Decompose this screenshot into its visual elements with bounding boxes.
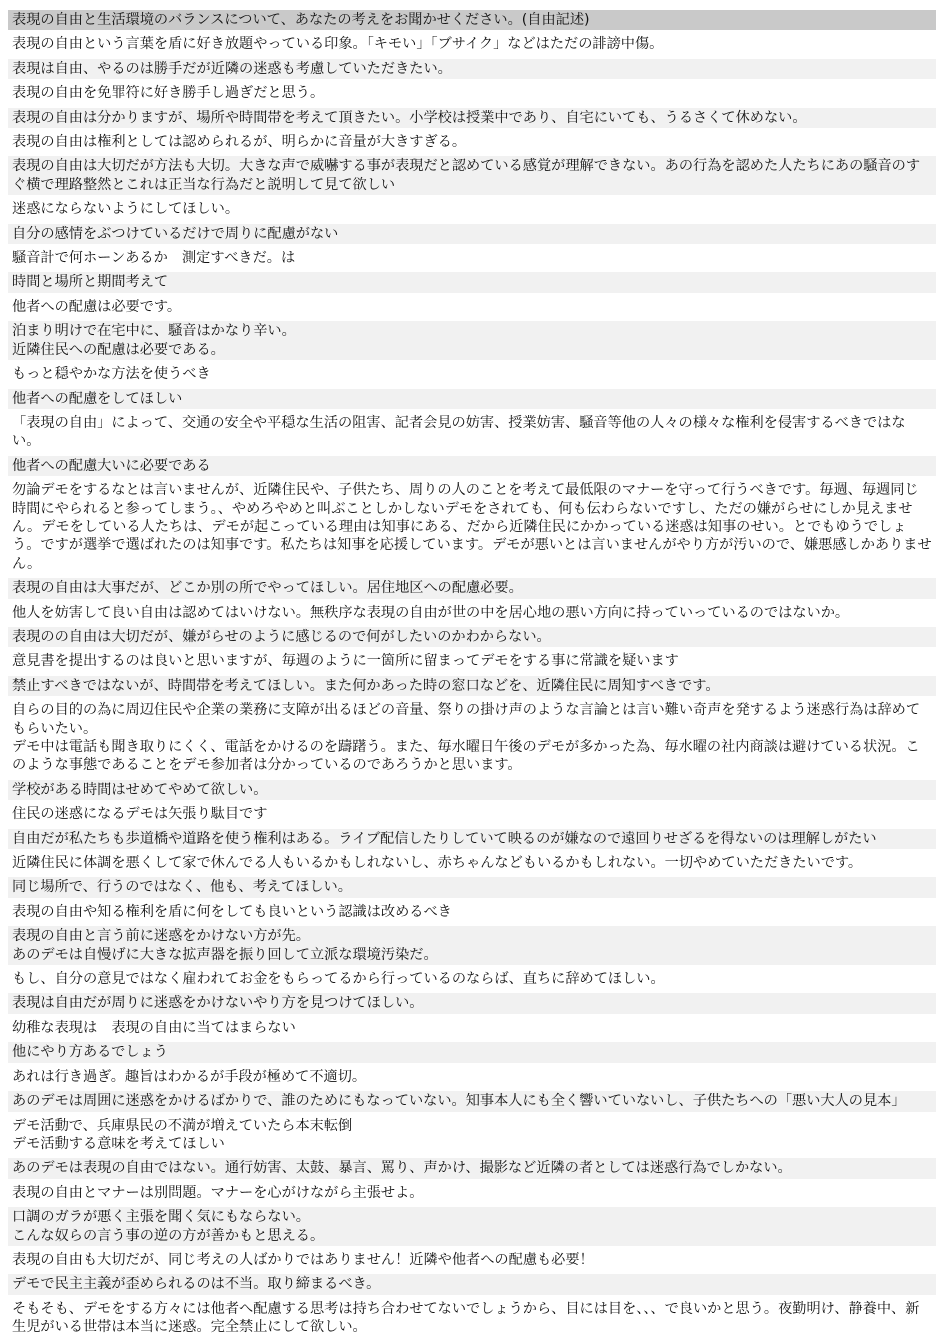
response-text: 勿論デモをするなとは言いませんが、近隣住民や、子供たち、周りの人のことを考えて最低限のマナーを守って行うべきです。毎週、毎週同じ時間にやられると参ってしまう。、やめろやめと叫ぶことしかしないデモをされても、何も伝わらないですし、ただの嫌がらせにしか見えません。デモをしている人たちは、デモが起こっている理由は知事にある、だから近隣住民にかかっている迷惑は知事のせい。とでもゆうでしょう。ですが選挙で選ばれたのは知事です。私たちは知事を応援しています。デモが悪いとは言いませんがやり方が汚いので、嫌悪感しかありません。 bbox=[12, 482, 932, 572]
response-row bbox=[8, 877, 936, 897]
response-text: 表現のの自由は大切だが、嫌がらせのように感じるので何がしたいのかわからない。 bbox=[12, 628, 551, 645]
response-row bbox=[8, 272, 936, 292]
response-text: 自分の感情をぶつけているだけで周りに配慮がない bbox=[12, 225, 339, 242]
response-row bbox=[8, 804, 936, 824]
response-text: 他者への配慮は必要です。 bbox=[12, 298, 182, 315]
response-row bbox=[8, 199, 936, 219]
response-text: 泊まり明けで在宅中に、騒音はかなり辛い。 bbox=[12, 323, 296, 340]
response-text: 表現の自由と言う前に迷惑をかけない方が先。 bbox=[12, 928, 310, 945]
response-row bbox=[8, 1299, 936, 1338]
response-text: もし、自分の意見ではなく雇われてお金をもらってるから行っているのならば、直ちに辞めてほしい。 bbox=[12, 971, 665, 988]
response-row bbox=[8, 413, 936, 452]
response-text: 学校がある時間はせめてやめて欲しい。 bbox=[12, 781, 268, 798]
response-text: 迷惑にならないようにしてほしい。 bbox=[12, 201, 240, 218]
response-text: デモ活動で、兵庫県民の不満が増えていたら本末転倒 bbox=[12, 1117, 353, 1134]
response-text: デモ中は電話も聞き取りにくく、電話をかけるのを躊躇う。また、毎水曜日午後のデモが多かった為、毎水曜の社内商談は避けている状況。このような事態であることをデモ参加者は分かっているのであろうかと思います。 bbox=[12, 739, 920, 774]
response-row bbox=[8, 1183, 936, 1203]
response-text: 表現の自由を免罪符に好き勝手し過ぎだと思う。 bbox=[12, 85, 325, 102]
response-text: 表現は自由、やるのは勝手だが近隣の迷惑も考慮していただきたい。 bbox=[12, 60, 452, 77]
response-text: 意見書を提出するのは良いと思いますが、毎週のように一箇所に留まってデモをする事に常識を疑います bbox=[12, 653, 679, 670]
response-text: 住民の迷惑になるデモは矢張り駄目です bbox=[12, 806, 268, 823]
response-text: そもそも、デモをする方々には他者へ配慮する思考は持ち合わせてないでしょうから、目には目を、、、で良いかと思う。夜勤明け、静養中、新生児がいる世帯は本当に迷惑。完全禁止にして欲しい。 bbox=[12, 1300, 920, 1336]
response-text: 表現の自由も大切だが、同じ考えの人ばかりではありません！近隣や他者への配慮も必要！ bbox=[12, 1251, 594, 1268]
response-row bbox=[8, 700, 936, 776]
response-row bbox=[8, 780, 936, 800]
response-row bbox=[8, 321, 936, 360]
response-row bbox=[8, 83, 936, 103]
response-row bbox=[8, 456, 936, 476]
response-text: 自らの目的の為に周辺住民や企業の業務に支障が出るほどの音量、祭りの掛け声のような言論とは言い難い奇声を発するよう迷惑行為は辞めてもらいたい。 bbox=[12, 702, 921, 737]
response-text: 幼稚な表現は 表現の自由に当てはまらない bbox=[12, 1019, 296, 1036]
response-row bbox=[8, 59, 936, 79]
response-text: 表現は自由だが周りに迷惑をかけないやり方を見つけてほしい。 bbox=[12, 995, 424, 1012]
response-text: 表現の自由は分かりますが、場所や時間帯を考えて頂きたい。小学校は授業中であり、自宅にいても、うるさくて休めない。 bbox=[12, 109, 807, 126]
response-text: 他人を妨害して良い自由は認めてはいけない。無秩序な表現の自由が世の中を居心地の悪い方向に持っていっているのではないか。 bbox=[12, 604, 850, 621]
response-row bbox=[8, 224, 936, 244]
response-text: 表現の自由とマナーは別問題。マナーを心がけながら主張せよ。 bbox=[12, 1184, 424, 1201]
response-row bbox=[8, 603, 936, 623]
response-row bbox=[8, 578, 936, 598]
response-row bbox=[8, 853, 936, 873]
response-text: こんな奴らの言う事の逆の方が善かもと思える。 bbox=[12, 1227, 325, 1244]
question-header: 表現の自由と生活環境のバランスについて、あなたの考えをお聞かせください。(自由記述) bbox=[8, 10, 936, 30]
response-row bbox=[8, 902, 936, 922]
response-text: 他者への配慮をしてほしい bbox=[12, 390, 183, 407]
response-text: 同じ場所で、行うのではなく、他も、考えてほしい。 bbox=[12, 879, 352, 896]
response-row bbox=[8, 1018, 936, 1038]
response-text: 騒音計で何ホーンあるか 測定すべきだ。は bbox=[12, 250, 296, 267]
response-text: 近隣住民への配慮は必要である。 bbox=[12, 341, 225, 358]
response-text: あのデモは自慢げに大きな拡声器を振り回して立派な環境汚染だ。 bbox=[12, 946, 438, 963]
response-text: 口調のガラが悪く主張を聞く気にもならない。 bbox=[12, 1209, 310, 1226]
survey-response-sheet bbox=[8, 10, 936, 1342]
response-text: 他にやり方あるでしょう bbox=[12, 1044, 168, 1061]
response-row bbox=[8, 156, 936, 195]
response-row bbox=[8, 1274, 936, 1294]
response-row bbox=[8, 627, 936, 647]
response-row bbox=[8, 651, 936, 671]
response-list bbox=[8, 34, 936, 1337]
response-row bbox=[8, 1158, 936, 1178]
response-row bbox=[8, 1042, 936, 1062]
response-text: 表現の自由は大事だが、どこか別の所でやってほしい。居住地区への配慮必要。 bbox=[12, 580, 523, 597]
response-text: 表現の自由という言葉を盾に好き放題やっている印象。「キモい」「ブサイク」などはただの誹謗中傷。 bbox=[12, 36, 664, 53]
response-row bbox=[8, 1116, 936, 1155]
response-text: 近隣住民に体調を悪くして家で休んでる人もいるかもしれないし、赤ちゃんなどもいるかもしれない。一切やめていただきたいです。 bbox=[12, 855, 863, 872]
response-text: 表現の自由は大切だが方法も大切。大きな声で威嚇する事が表現だと認めている感覚が理解できない。あの行為を認めた人たちにあの騒音のすぐ横で理路整然とこれは正当な行為だと説明して見て欲しい bbox=[12, 158, 921, 193]
response-row bbox=[8, 297, 936, 317]
response-text: 表現の自由は権利としては認められるが、明らかに音量が大きすぎる。 bbox=[12, 134, 467, 151]
response-text: 「表現の自由」によって、交通の安全や平穏な生活の阻害、記者会見の妨害、授業妨害、騒音等他の人々の様々な権利を侵害するべきではない。 bbox=[12, 414, 906, 450]
response-row bbox=[8, 389, 936, 409]
response-text: あのデモは周囲に迷惑をかけるばかりで、誰のためにもなっていない。知事本人にも全く響いていないし、子供たちへの「悪い大人の見本」 bbox=[12, 1093, 906, 1110]
response-row bbox=[8, 1207, 936, 1246]
response-row bbox=[8, 1091, 936, 1111]
response-row bbox=[8, 364, 936, 384]
response-row bbox=[8, 1067, 936, 1087]
response-row bbox=[8, 969, 936, 989]
response-row bbox=[8, 829, 936, 849]
response-text: あのデモは表現の自由ではない。通行妨害、太鼓、暴言、罵り、声かけ、撮影など近隣の者としては迷惑行為でしかない。 bbox=[12, 1160, 792, 1177]
response-row bbox=[8, 132, 936, 152]
response-text: 他者への配慮大いに必要である bbox=[12, 457, 211, 474]
response-text: 表現の自由や知る権利を盾に何をしても良いという認識は改めるべき bbox=[12, 903, 452, 920]
response-text: デモで民主主義が歪められるのは不当。取り締まるべき。 bbox=[12, 1276, 381, 1293]
response-text: あれは行き過ぎ。趣旨はわかるが手段が極めて不適切。 bbox=[12, 1068, 367, 1085]
response-text: 禁止すべきではないが、時間帯を考えてほしい。また何かあった時の窓口などを、近隣住民に周知すべきです。 bbox=[12, 677, 720, 694]
response-row bbox=[8, 926, 936, 965]
response-row bbox=[8, 676, 936, 696]
response-text: 自由だが私たちも歩道橋や道路を使う権利はある。ライブ配信したりしていて映るのが嫌なので遠回りせざるを得ないのは理解しがたい bbox=[12, 830, 877, 847]
response-text: もっと穏やかな方法を使うべき bbox=[12, 366, 211, 383]
response-row bbox=[8, 993, 936, 1013]
response-row bbox=[8, 34, 936, 54]
response-row bbox=[8, 480, 936, 574]
response-text: 時間と場所と期間考えて bbox=[12, 274, 169, 291]
response-row bbox=[8, 1250, 936, 1270]
response-row bbox=[8, 108, 936, 128]
response-text: デモ活動する意味を考えてほしい bbox=[12, 1135, 225, 1152]
response-row bbox=[8, 248, 936, 268]
